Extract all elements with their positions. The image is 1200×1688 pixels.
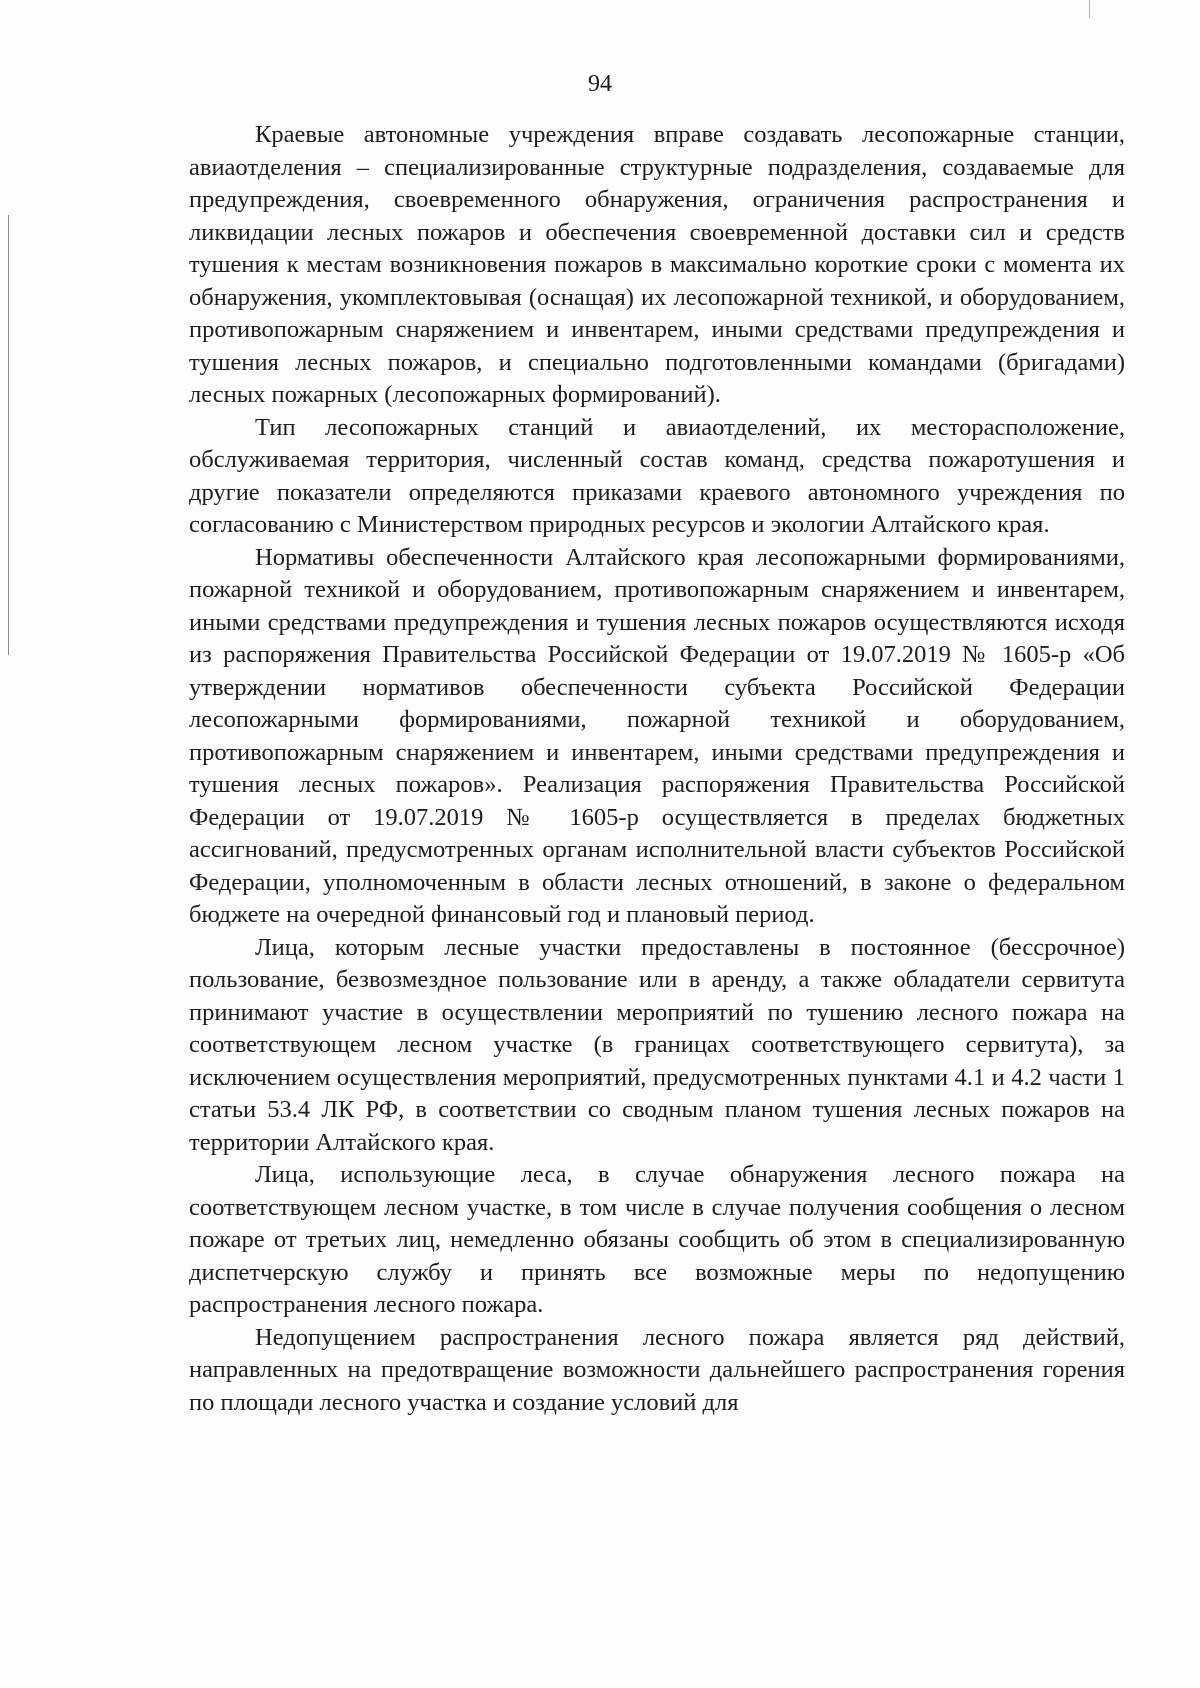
scan-corner-mark — [1089, 0, 1090, 18]
page-number: 94 — [588, 71, 612, 97]
scan-edge-line — [8, 215, 9, 655]
paragraph-autonomous-institutions: Краевые автономные учреждения вправе создавать лесопожарные станции, авиаотделения – специализированные структурные подразделения, создаваемые для предупреждения, своевременного обнаружения, ограничения распространения и ликвидации лесных пожаров и обеспечения своевременной доставки сил и средств тушения к местам возникновения пожаров в максимально короткие сроки с момента их обнаружения, укомплектовывая (оснащая) их лесопожарной техникой, и оборудованием, противопожарным снаряжением и инвентарем, иными средствами предупреждения и тушения лесных пожаров, и специально подготовленными командами (бригадами) лесных пожарных (лесопожарных формирований). — [189, 121, 1125, 408]
paragraph-station-types: Тип лесопожарных станций и авиаотделений, их месторасположение, обслуживаемая территория, численный состав команд, средства пожаротушения и другие показатели определяются приказами краевого автономного учреждения по согласованию с Министерством природных ресурсов и экологии Алтайского края. — [189, 413, 1125, 538]
document-body — [189, 119, 1125, 1419]
paragraph-spread-prevention: Недопущением распространения лесного пожара является ряд действий, направленных на предотвращение возможности дальнейшего распространения горения по площади лесного участка и создание условий для — [189, 1323, 1125, 1416]
paragraph-fire-reporting: Лица, использующие леса, в случае обнаружения лесного пожара на соответствующем лесном участке, в том числе в случае получения сообщения о лесном пожаре от третьих лиц, немедленно обязаны сообщить об этом в специализированную диспетчерскую службу и принять все возможные меры по недопущению распространения лесного пожара. — [189, 1161, 1125, 1318]
paragraph-forest-users-participation: Лица, которым лесные участки предоставлены в постоянное (бессрочное) пользование, безвозмездное пользование или в аренду, а также обладатели сервитута принимают участие в осуществлении мероприятий по тушению лесного пожара на соответствующем лесном участке (в границах соответствующего сервитута), за исключением осуществления мероприятий, предусмотренных пунктами 4.1 и 4.2 части 1 статьи 53.4 ЛК РФ, в соответствии со сводным планом тушения лесных пожаров на территории Алтайского края. — [189, 933, 1125, 1156]
paragraph-provision-norms: Нормативы обеспеченности Алтайского края лесопожарными формированиями, пожарной техникой и оборудованием, противопожарным снаряжением и инвентарем, иными средствами предупреждения и тушения лесных пожаров осуществляются исходя из распоряжения Правительства Российской Федерации от 19.07.2019 № 1605-р «Об утверждении нормативов обеспеченности субъекта Российской Федерации лесопожарными формированиями, пожарной техникой и оборудованием, противопожарным снаряжением и инвентарем, иными средствами предупреждения и тушения лесных пожаров». Реализация распоряжения Правительства Российской Федерации от 19.07.2019 № 1605-р осуществляется в пределах бюджетных ассигнований, предусмотренных органам исполнительной власти субъектов Российской Федерации, уполномоченным в области лесных отношений, в законе о федеральном бюджете на очередной финансовый год и плановый период. — [189, 543, 1125, 928]
